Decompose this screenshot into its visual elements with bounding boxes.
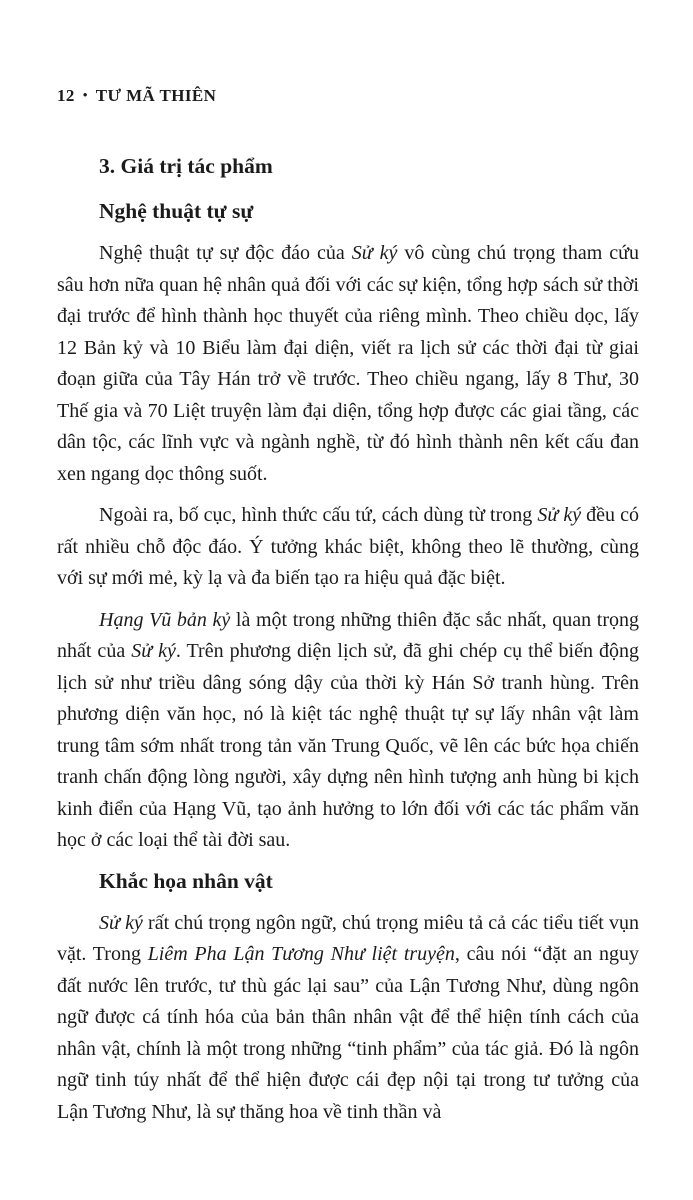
paragraph	[57, 605, 639, 857]
work-title-italic: Hạng Vũ bản kỷ	[99, 608, 231, 631]
text-segment: , câu nói “đặt an nguy đất nước lên trước, tư thù gác lại sau” của Lận Tương Như, dùng ngôn ngữ được cá tính hóa của bản thân nhân vật để thể hiện tính cách của nhân vật, chính là một trong những “tinh phẩm” của tác giả. Đó là ngôn ngữ tinh túy nhất để thể hiện được cái đẹp nội tại trong tư tưởng của Lận Tương Như, là sự thăng hoa về tinh thần và	[57, 943, 640, 1123]
text-segment: rất chú trọng ngôn ngữ, chú trọng miêu tả cả các tiểu tiết vụn vặt. Trong	[57, 911, 639, 965]
section-heading: 3. Giá trị tác phẩm	[99, 154, 273, 178]
text-segment: vô cùng chú trọng tham cứu sâu hơn nữa quan hệ nhân quả đối với các sự kiện, tổng hợp sách sử thời đại trước để hình thành học thuyết của riêng mình. Theo chiều dọc, lấy 12 Bản kỷ và 10 Biểu làm đại diện, viết ra lịch sử các thời đại từ giai đoạn giữa của Tây Hán trở về trước. Theo chiều ngang, lấy 8 Thư, 30 Thế gia và 70 Liệt truyện làm đại diện, tổng hợp được các giai tầng, các dân tộc, các lĩnh vực và ngành nghề, từ đó hình thành nên kết cấu đan xen ngang dọc thông suốt.	[57, 242, 639, 485]
sub-heading: Nghệ thuật tự sự	[99, 199, 254, 223]
work-title-italic: Sử ký	[131, 640, 176, 662]
text-segment: . Trên phương diện lịch sử, đã ghi chép cụ thể biến động lịch sử như triều dâng sóng dậy của thời kỳ Hán Sở tranh hùng. Trên phương diện văn học, nó là kiệt tác nghệ thuật tự sự lấy nhân vật làm trung tâm sớm nhất trong tản văn Trung Quốc, vẽ lên các bức họa chiến tranh chấn động lòng người, xây dựng nên hình tượng anh hùng bi kịch kinh điển của Hạng Vũ, tạo ảnh hưởng to lớn đối với các tác phẩm văn học ở các loại thể tài đời sau.	[57, 640, 639, 851]
page-body	[57, 152, 639, 1128]
paragraph	[57, 238, 639, 490]
work-title-italic: Liêm Pha Lận Tương Như liệt truyện	[147, 943, 455, 965]
text-segment: là một trong những thiên đặc sắc nhất, quan trọng nhất của	[57, 608, 639, 662]
text-segment: Nghệ thuật tự sự độc đáo của	[99, 242, 352, 264]
work-title-italic: Sử ký	[99, 911, 143, 934]
page-number: 12	[57, 86, 75, 105]
work-title-italic: Sử ký	[351, 242, 398, 264]
paragraph	[57, 908, 639, 1129]
text-segment: Ngoài ra, bố cục, hình thức cấu tứ, cách dùng từ trong	[99, 504, 538, 526]
running-head	[57, 86, 639, 106]
sub-heading: Khắc họa nhân vật	[99, 868, 273, 893]
separator-dot: •	[82, 87, 88, 102]
running-title: TƯ MÃ THIÊN	[95, 86, 217, 105]
paragraph	[57, 500, 639, 595]
work-title-italic: Sử ký	[537, 504, 582, 526]
text-segment: đều có rất nhiều chỗ độc đáo. Ý tưởng khác biệt, không theo lẽ thường, cùng với sự mới mẻ, kỳ lạ và đa biến tạo ra hiệu quả đặc biệt.	[57, 504, 639, 589]
